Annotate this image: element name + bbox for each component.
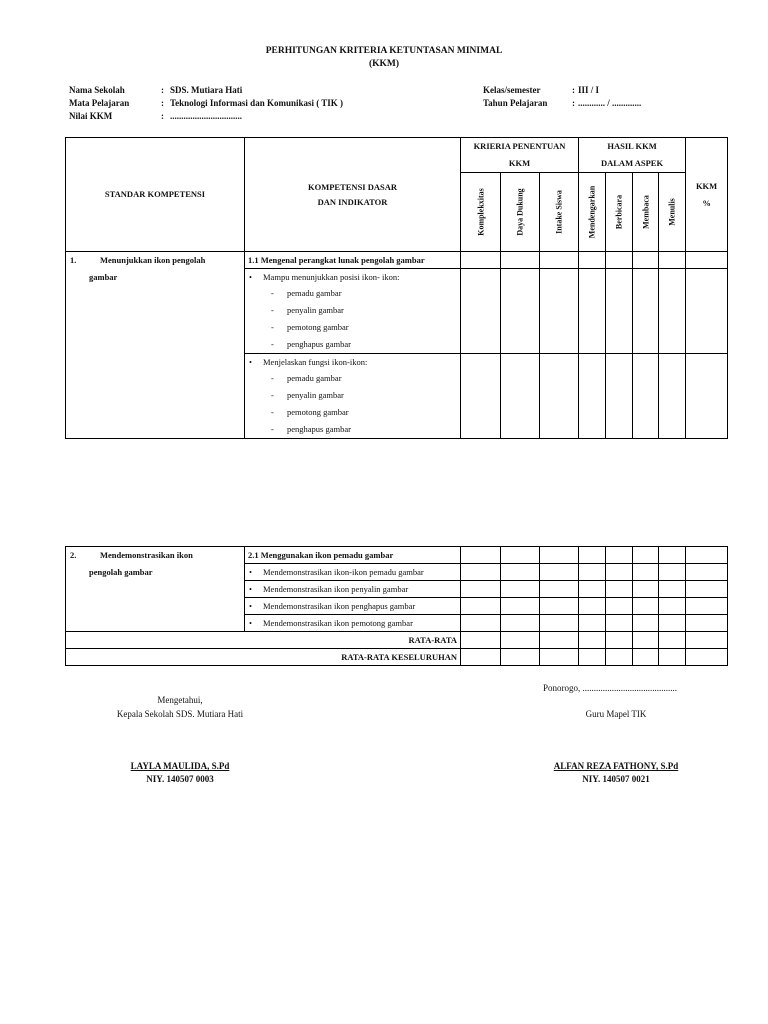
header-col-daya-dukung: Daya Dukung [501, 173, 540, 252]
score-cell[interactable] [606, 252, 633, 269]
score-cell[interactable] [540, 581, 579, 598]
kkm-table-1 [65, 137, 728, 439]
score-cell[interactable] [501, 632, 540, 649]
indikator-row: • Mendemonstrasikan ikon pemotong gambar [245, 615, 461, 632]
score-cell[interactable] [659, 547, 686, 564]
indikator-subitem: pemotong gambar [287, 407, 349, 417]
score-cell[interactable] [606, 615, 633, 632]
score-cell[interactable] [579, 581, 606, 598]
kompetensi-dasar-2-1: 2.1 Menggunakan ikon pemadu gambar [245, 547, 461, 564]
rata-rata-keseluruhan-label: RATA-RATA KESELURUHAN [66, 649, 461, 666]
score-cell[interactable] [461, 632, 501, 649]
header-kompetensi-line1: KOMPETENSI DASAR [307, 181, 398, 192]
score-cell[interactable] [633, 564, 659, 581]
score-cell[interactable] [606, 354, 633, 439]
sk-text-line1: Menunjukkan ikon pengolah [100, 255, 206, 265]
header-kkm-line2: % [702, 197, 711, 208]
score-cell[interactable] [579, 598, 606, 615]
info-sep-kkm: : [161, 111, 164, 121]
score-cell[interactable] [659, 269, 686, 354]
sk-text-line2: pengolah gambar [89, 567, 153, 577]
score-cell[interactable] [501, 649, 540, 666]
header-hasil-line2: DALAM ASPEK [600, 158, 664, 168]
score-cell[interactable] [686, 615, 728, 632]
header-hasil-kkm [579, 138, 686, 173]
info-sep-school: : [161, 85, 164, 95]
score-cell[interactable] [633, 598, 659, 615]
signature-left-niy: NIY. 140507 0003 [146, 774, 214, 784]
score-cell[interactable] [659, 615, 686, 632]
header-col-intake-siswa: Intake Siswa [540, 173, 579, 252]
score-cell[interactable] [461, 564, 501, 581]
header-col-mendengarkan: Mendengarkan [579, 173, 606, 252]
score-cell[interactable] [686, 547, 728, 564]
signature-left-line1: Mengetahui, [157, 695, 203, 705]
score-cell[interactable] [686, 252, 728, 269]
score-cell[interactable] [606, 632, 633, 649]
score-cell[interactable] [461, 615, 501, 632]
indikator-subitem: pemadu gambar [287, 373, 342, 383]
score-cell[interactable] [633, 354, 659, 439]
score-cell[interactable] [659, 354, 686, 439]
score-cell[interactable] [633, 269, 659, 354]
score-cell[interactable] [633, 252, 659, 269]
score-cell[interactable] [686, 581, 728, 598]
indikator-row: • Mendemonstrasikan ikon-ikon pemadu gambar [245, 564, 461, 581]
score-cell[interactable] [579, 354, 606, 439]
document-subtitle: (KKM) [368, 59, 400, 69]
header-kompetensi-line2: DAN INDIKATOR [317, 196, 388, 207]
score-cell[interactable] [461, 252, 501, 269]
indikator-text: Mendemonstrasikan ikon-ikon pemadu gambar [263, 567, 424, 577]
score-cell[interactable] [606, 581, 633, 598]
score-cell[interactable] [606, 564, 633, 581]
header-kriteria-penentuan [461, 138, 579, 173]
indikator-text: Mendemonstrasikan ikon pemotong gambar [263, 618, 413, 628]
score-cell[interactable] [579, 564, 606, 581]
kompetensi-dasar-1-1: 1.1 Mengenal perangkat lunak pengolah gambar [245, 252, 461, 269]
info-value-subject: Teknologi Informasi dan Komunikasi ( TIK ) [170, 98, 344, 108]
indikator-text: Menjelaskan fungsi ikon-ikon: [263, 357, 368, 367]
score-cell[interactable] [606, 598, 633, 615]
score-cell[interactable] [579, 649, 606, 666]
header-hasil-line1: HASIL KKM [607, 141, 657, 151]
score-cell[interactable] [633, 649, 659, 666]
score-cell[interactable] [579, 547, 606, 564]
info-sep-year: : [572, 98, 575, 108]
indikator-text: Mendemonstrasikan ikon penyalin gambar [263, 584, 409, 594]
score-cell[interactable] [501, 269, 540, 354]
header-kkm-line1: KKM [695, 180, 718, 191]
score-cell[interactable] [606, 649, 633, 666]
score-cell[interactable] [461, 547, 501, 564]
info-value-kkm: ................................ [170, 111, 242, 121]
score-cell[interactable] [461, 354, 501, 439]
score-cell[interactable] [579, 269, 606, 354]
score-cell[interactable] [540, 564, 579, 581]
header-kkm-percent [686, 138, 728, 252]
indikator-row: • Mendemonstrasikan ikon penghapus gambar [245, 598, 461, 615]
score-cell[interactable] [686, 269, 728, 354]
info-sep-subject: : [161, 98, 164, 108]
score-cell[interactable] [540, 547, 579, 564]
score-cell[interactable] [540, 615, 579, 632]
score-cell[interactable] [461, 269, 501, 354]
score-cell[interactable] [501, 615, 540, 632]
indikator-subitem: penyalin gambar [287, 390, 344, 400]
header-kompetensi-dasar [245, 138, 461, 252]
indikator-subitem: pemadu gambar [287, 288, 342, 298]
score-cell[interactable] [633, 632, 659, 649]
score-cell[interactable] [659, 581, 686, 598]
score-cell[interactable] [540, 354, 579, 439]
sk-text-line1: Mendemonstrasikan ikon [100, 550, 193, 560]
score-cell[interactable] [540, 649, 579, 666]
info-label-class: Kelas/semester [483, 85, 541, 95]
score-cell[interactable] [540, 269, 579, 354]
signature-left-name: LAYLA MAULIDA, S.Pd [130, 761, 230, 771]
indikator-fungsi-ikon: • Menjelaskan fungsi ikon-ikon: - pemadu gambar - penyalin gambar - pemotong gambar - penghapus gambar [245, 354, 461, 439]
bullet: • [249, 357, 252, 367]
indikator-text: Mendemonstrasikan ikon penghapus gambar [263, 601, 416, 611]
standar-kompetensi-2 [66, 547, 245, 632]
header-col-menulis: Menulis [659, 173, 686, 252]
score-cell[interactable] [606, 547, 633, 564]
score-cell[interactable] [501, 598, 540, 615]
score-cell[interactable] [606, 269, 633, 354]
score-cell[interactable] [659, 252, 686, 269]
header-kriteria-line1: KRIERIA PENENTUAN [473, 141, 566, 151]
info-label-kkm: Nilai KKM [69, 111, 113, 121]
score-cell[interactable] [540, 598, 579, 615]
score-cell[interactable] [501, 564, 540, 581]
indikator-posisi-ikon: • Mampu menunjukkan posisi ikon- ikon: - pemadu gambar - penyalin gambar - pemotong gambar - penghapus gambar [245, 269, 461, 354]
score-cell[interactable] [686, 649, 728, 666]
score-cell[interactable] [633, 615, 659, 632]
signature-left-line2: Kepala Sekolah SDS. Mutiara Hati [116, 709, 244, 719]
indikator-subitem: penyalin gambar [287, 305, 344, 315]
score-cell[interactable] [686, 354, 728, 439]
kkm-table-2 [65, 546, 728, 666]
header-kriteria-line2: KKM [508, 158, 531, 168]
signature-right-line1: Guru Mapel TIK [585, 709, 647, 719]
score-cell[interactable] [633, 581, 659, 598]
score-cell[interactable] [659, 598, 686, 615]
score-cell[interactable] [501, 252, 540, 269]
indikator-subitem: penghapus gambar [287, 339, 351, 349]
score-cell[interactable] [579, 252, 606, 269]
score-cell[interactable] [501, 354, 540, 439]
score-cell[interactable] [540, 252, 579, 269]
rata-rata-label: RATA-RATA [66, 632, 461, 649]
score-cell[interactable] [686, 632, 728, 649]
standar-kompetensi-1 [66, 252, 245, 439]
indikator-row: • Mendemonstrasikan ikon penyalin gambar [245, 581, 461, 598]
info-value-year: ............ / ............. [578, 98, 642, 108]
header-col-kompleksitas: Komplekxitas [461, 173, 501, 252]
indikator-text: Mampu menunjukkan posisi ikon- ikon: [263, 272, 400, 282]
score-cell[interactable] [540, 632, 579, 649]
info-value-class: III / I [578, 85, 600, 95]
header-standar-kompetensi: STANDAR KOMPETENSI [66, 138, 245, 252]
score-cell[interactable] [501, 581, 540, 598]
score-cell[interactable] [659, 649, 686, 666]
score-cell[interactable] [579, 615, 606, 632]
info-value-school: SDS. Mutiara Hati [170, 85, 243, 95]
sk-number: 1. [70, 255, 77, 265]
document-title: PERHITUNGAN KRITERIA KETUNTASAN MINIMAL [265, 46, 503, 56]
header-col-berbicara: Berbicara [606, 173, 633, 252]
header-col-membaca: Membaca [633, 173, 659, 252]
info-label-year: Tahun Pelajaran [483, 98, 548, 108]
sk-text-line2: gambar [89, 272, 118, 282]
info-label-subject: Mata Pelajaran [69, 98, 130, 108]
info-label-school: Nama Sekolah [69, 85, 125, 95]
score-cell[interactable] [686, 598, 728, 615]
indikator-subitem: penghapus gambar [287, 424, 351, 434]
info-sep-class: : [572, 85, 575, 95]
score-cell[interactable] [659, 632, 686, 649]
score-cell[interactable] [461, 598, 501, 615]
score-cell[interactable] [659, 564, 686, 581]
score-cell[interactable] [461, 649, 501, 666]
signature-right-niy: NIY. 140507 0021 [582, 774, 650, 784]
score-cell[interactable] [579, 632, 606, 649]
score-cell[interactable] [461, 581, 501, 598]
bullet: • [249, 272, 252, 282]
score-cell[interactable] [633, 547, 659, 564]
sk-number: 2. [70, 550, 77, 560]
place-date: Ponorogo, .......................................... [543, 683, 678, 693]
indikator-subitem: pemotong gambar [287, 322, 349, 332]
signature-right-name: ALFAN REZA FATHONY, S.Pd [553, 761, 679, 771]
score-cell[interactable] [686, 564, 728, 581]
score-cell[interactable] [501, 547, 540, 564]
